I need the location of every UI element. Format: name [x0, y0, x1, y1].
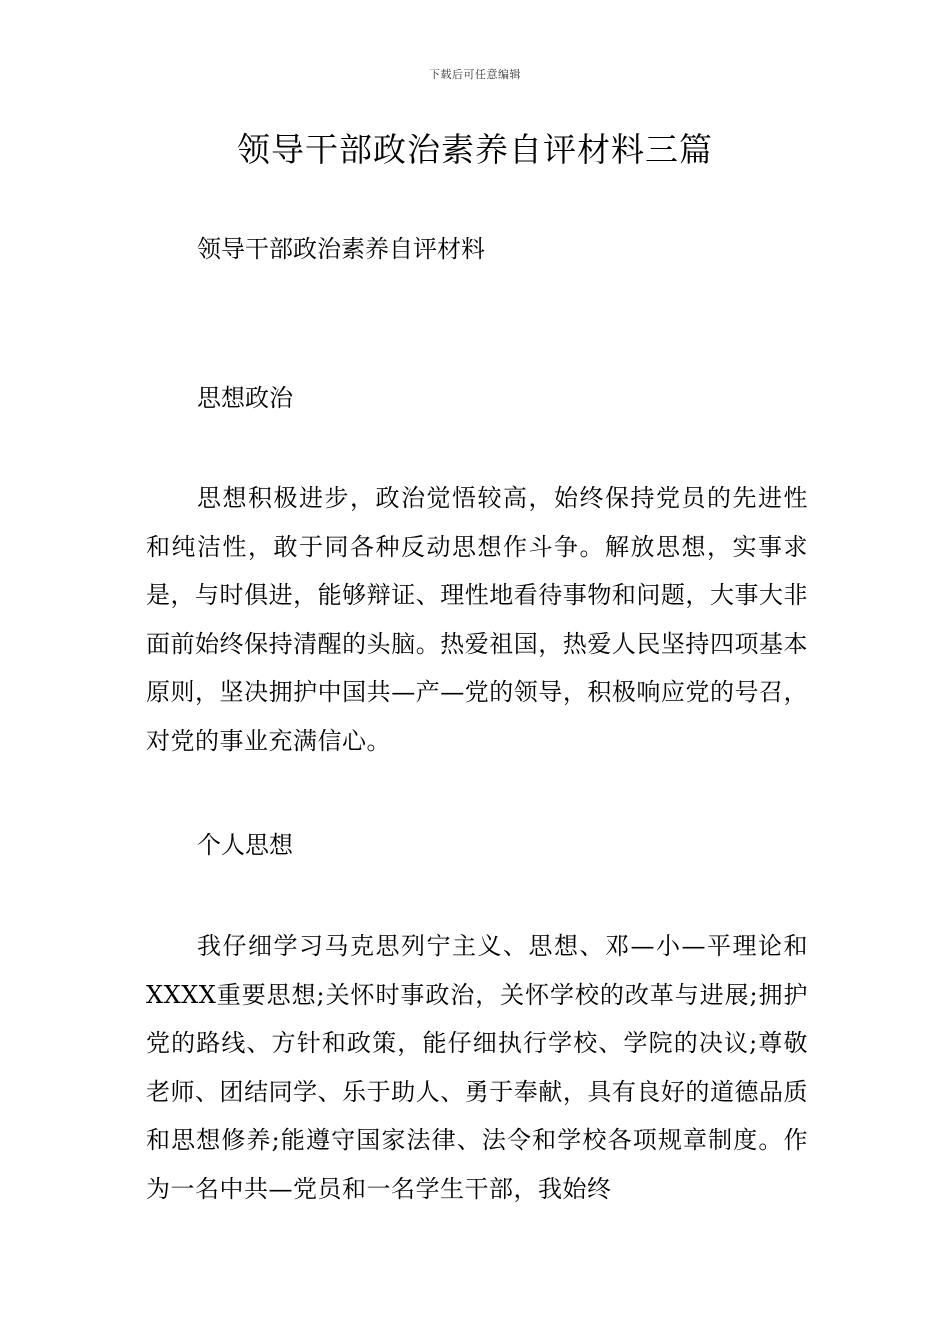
section-heading-ideology-politics: 思想政治 — [197, 384, 293, 412]
section-paragraph-personal-thought: 我仔细学习马克思列宁主义、思想、邓—小—平理论和XXXX重要思想;关怀时事政治，关怀学校的改革与进展;拥护党的路线、方针和政策，能仔细执行学校、学院的决议;尊敬老师、团结同学、乐于助人、勇于奉献，具有良好的道德品质和思想修养;能遵守国家法律、法令和学校各项规章制度。作为一名中共—党员和一名学生干部，我始终 — [146, 932, 808, 1203]
document-subtitle: 领导干部政治素养自评材料 — [197, 235, 485, 263]
document-title: 领导干部政治素养自评材料三篇 — [237, 130, 713, 169]
section-heading-personal-thought: 个人思想 — [197, 831, 293, 859]
header-note: 下载后可任意编辑 — [429, 68, 521, 81]
section-paragraph-ideology-politics: 思想积极进步，政治觉悟较高，始终保持党员的先进性和纯洁性，敢于同各种反动思想作斗争。解放思想，实事求是，与时俱进，能够辩证、理性地看待事物和问题，大事大非面前始终保持清醒的头脑。热爱祖国，热爱人民坚持四项基本原则，坚决拥护中国共—产—党的领导，积极响应党的号召，对党的事业充满信心。 — [146, 484, 808, 755]
